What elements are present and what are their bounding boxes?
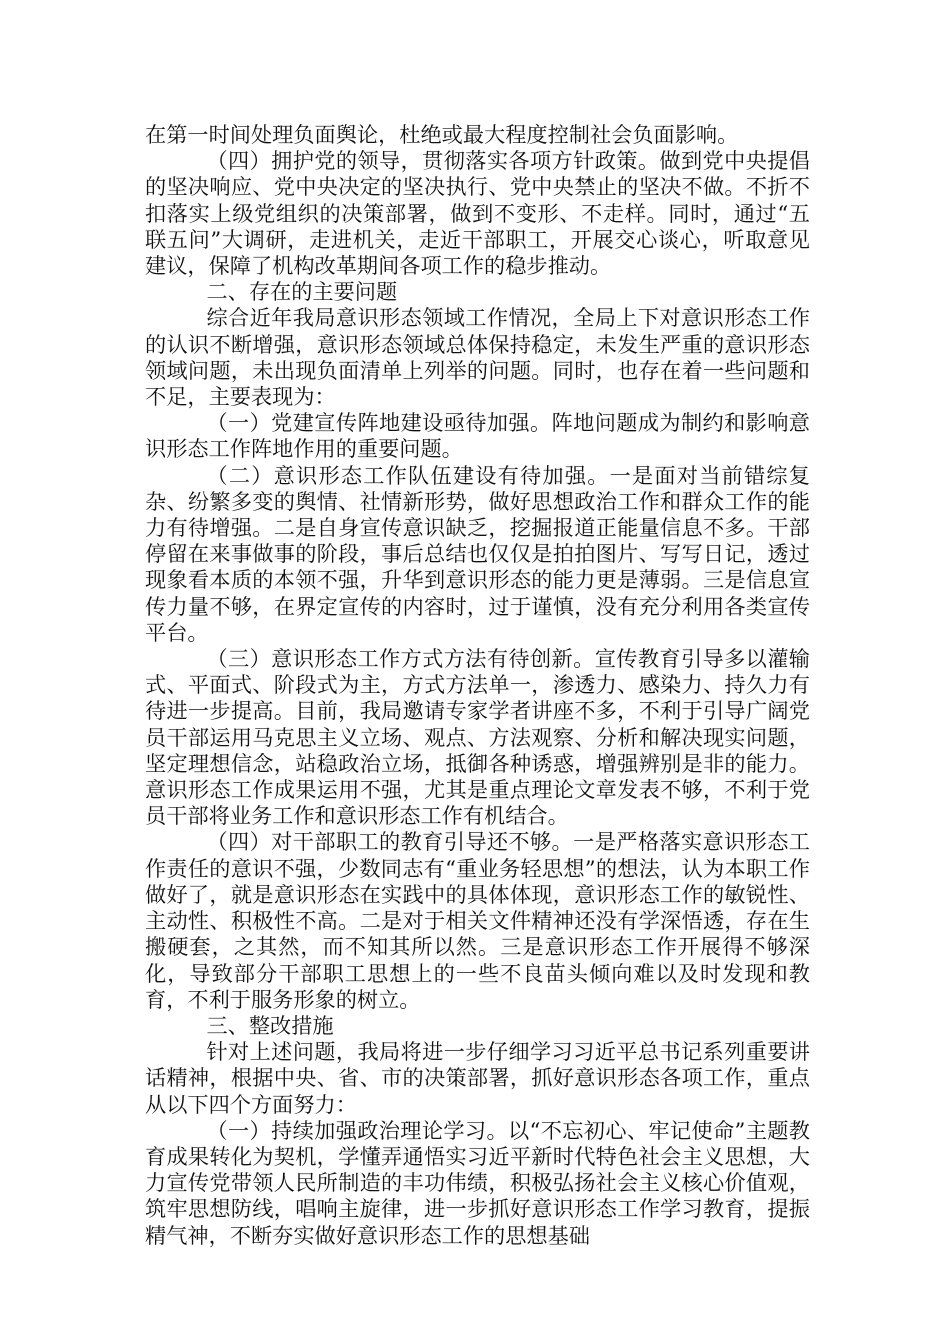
paragraph-measures-overview: 针对上述问题，我局将进一步仔细学习习近平总书记系列重要讲话精神，根据中央、省、市的决策部署，抓好意识形态各项工作，重点从以下四个方面努力： — [145, 1039, 810, 1117]
paragraph-problem-1: （一）党建宣传阵地建设亟待加强。阵地问题成为制约和影响意识形态工作阵地作用的重要问题。 — [145, 410, 810, 462]
paragraph-problems-overview: 综合近年我局意识形态领域工作情况，全局上下对意识形态工作的认识不断增强，意识形态领域总体保持稳定，未发生严重的意识形态领域问题，未出现负面清单上列举的问题。同时，也存在着一些问题和不足，主要表现为： — [145, 305, 810, 410]
paragraph-measure-1: （一）持续加强政治理论学习。以“不忘初心、牢记使命”主题教育成果转化为契机，学懂弄通悟实习近平新时代特色社会主义思想，大力宣传党带领人民所制造的丰功伟绩，积极弘扬社会主义核心价值观，筑牢思想防线，唱响主旋律，进一步抓好意识形态工作学习教育，提振精气神，不断夯实做好意识形态工作的思想基础 — [145, 1117, 810, 1248]
paragraph-uphold-party-leadership: （四）拥护党的领导，贯彻落实各项方针政策。做到党中央提倡的坚决响应、党中央决定的坚决执行、党中央禁止的坚决不做。不折不扣落实上级党组织的决策部署，做到不变形、不走样。同时，通过“五联五问”大调研，走进机关，走近干部职工，开展交心谈心，听取意见建议，保障了机构改革期间各项工作的稳步推动。 — [145, 148, 810, 279]
paragraph-problem-3: （三）意识形态工作方式方法有待创新。宣传教育引导多以灌输式、平面式、阶段式为主，方式方法单一，渗透力、感染力、持久力有待进一步提高。目前，我局邀请专家学者讲座不多，不利于引导广阔党员干部运用马克思主义立场、观点、方法观察、分析和解决现实问题，坚定理想信念，站稳政治立场，抵御各种诱惑，增强辨别是非的能力。意识形态工作成果运用不强，尤其是重点理论文章发表不够，不利于党员干部将业务工作和意识形态工作有机结合。 — [145, 646, 810, 829]
paragraph-problem-4: （四）对干部职工的教育引导还不够。一是严格落实意识形态工作责任的意识不强，少数同志有“重业务轻思想”的想法，认为本职工作做好了，就是意识形态在实践中的具体体现，意识形态工作的敏锐性、主动性、积极性不高。二是对于相关文件精神还没有学深悟透，存在生搬硬套，之其然，而不知其所以然。三是意识形态工作开展得不够深化，导致部分干部职工思想上的一些不良苗头倾向难以及时发现和教育，不利于服务形象的树立。 — [145, 829, 810, 1012]
paragraph-continuation: 在第一时间处理负面舆论，杜绝或最大程度控制社会负面影响。 — [145, 122, 739, 147]
document-page — [145, 122, 810, 1249]
section-heading-measures: 三、整改措施 — [206, 1012, 334, 1038]
section-heading-problems: 二、存在的主要问题 — [206, 279, 398, 305]
paragraph-problem-2: （二）意识形态工作队伍建设有待加强。一是面对当前错综复杂、纷繁多变的舆情、社情新形势，做好思想政治工作和群众工作的能力有待增强。二是自身宣传意识缺乏，挖掘报道正能量信息不多。干部停留在来事做事的阶段，事后总结也仅仅是拍拍图片、写写日记，透过现象看本质的本领不强，升华到意识形态的能力更是薄弱。三是信息宣传力量不够，在界定宣传的内容时，过于谨慎，没有充分利用各类宣传平台。 — [145, 462, 810, 645]
